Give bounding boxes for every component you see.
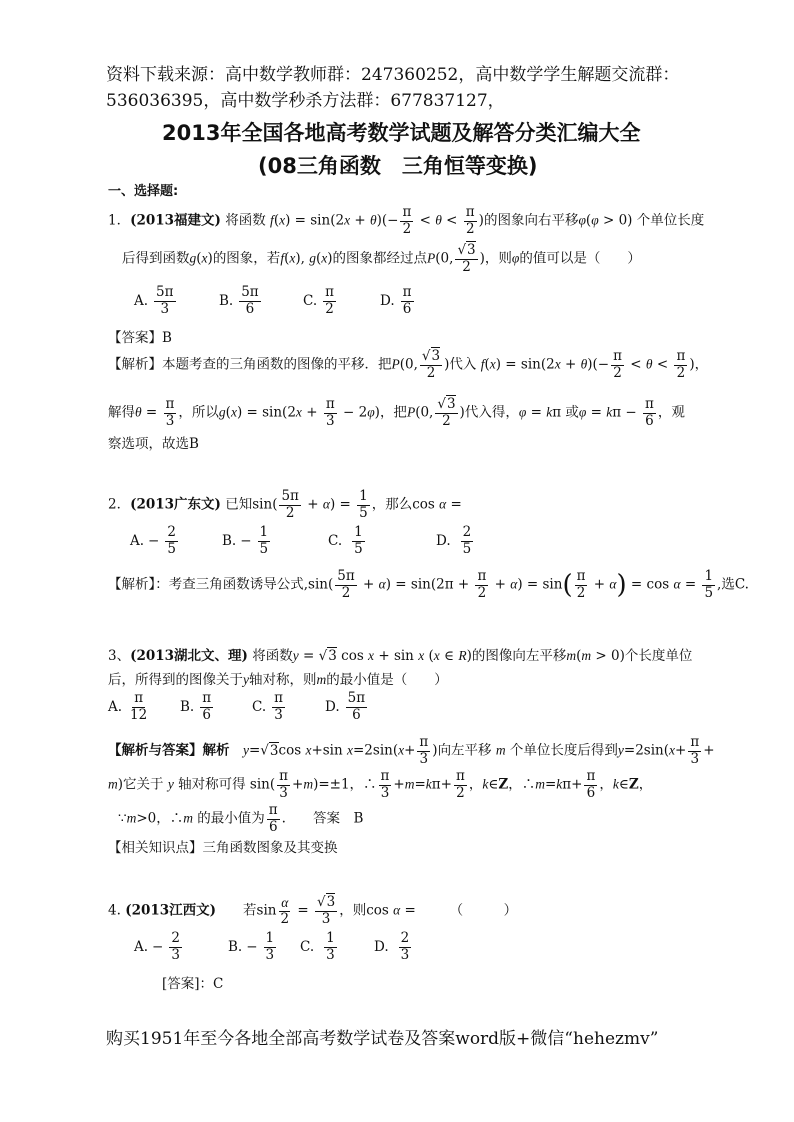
q2-option-c[interactable] <box>328 526 367 556</box>
q3-stem: 3、(2013湖北文、理) 将函数y = √3 cos x + sin x (x ∈ R)的图像向左平移m(m > 0)个长度单位 <box>108 648 693 664</box>
q1-number: 1． <box>108 212 131 229</box>
option-numerator: 2 <box>167 524 176 540</box>
q3-line2-b: 轴对称，则 <box>249 672 317 688</box>
document-title: 2013年全国各地高考数学试题及解答分类汇编大全 <box>162 121 641 145</box>
option-denominator: 3 <box>326 946 335 963</box>
q1-line2-d: ，则 <box>484 250 512 267</box>
option-denominator: 3 <box>274 706 283 723</box>
option-sign: − <box>152 939 164 955</box>
q1-stem: 1．(2013福建文) 将函数 f(x) = sin(2x + θ)(− $\frac{\pi}{2}$ < θ < $\frac{\pi}{2}$ )的图象向右平移φ(φ > 0) 个单位长度 <box>108 204 705 237</box>
option-label: A. <box>130 533 145 549</box>
option-numerator: π <box>134 690 144 706</box>
option-denominator: 3 <box>171 946 180 963</box>
option-denominator: 5 <box>259 540 269 557</box>
option-sign: − <box>240 533 252 549</box>
option-label: B. <box>180 699 195 715</box>
footer-note: 购买1951年至今各地全部高考数学试卷及答案word版+微信“hehezmv” <box>106 1029 659 1049</box>
option-denominator: 12 <box>130 706 148 723</box>
option-denominator: 5 <box>354 540 363 557</box>
q3-source: (2013湖北文、理) <box>130 648 248 664</box>
q1-frac: $\frac{\pi}{2}$ <box>402 204 412 237</box>
q1-line2-c: 的图象都经过点 <box>332 250 428 267</box>
q3-analysis-line-3: ∵m>0，∴m 的最小值为 $\frac{\pi}{6}$ . 答案 B <box>118 802 364 835</box>
q1-analysis-line-1: 【解析】本题考查的三角函数的图像的平移．把P(0, $\frac{√3}{2}$ )代入 f(x) = sin(2x + θ)(− $\frac{\pi}{2}$ < θ < $\frac{\pi}{2}$ )， <box>108 348 709 381</box>
option-numerator: 1 <box>259 524 269 540</box>
q3-stem-c: 个长度单位 <box>624 648 693 664</box>
q3-related: 【相关知识点】三角函数图象及其变换 <box>108 840 338 856</box>
q1-stem-text-b: 的图象向右平移 <box>483 212 579 229</box>
q4-source: (2013江西文) <box>125 902 217 919</box>
option-numerator: π <box>325 284 335 300</box>
q2-analysis-b: ,选C. <box>717 576 749 593</box>
q3-analysis3-a: 的最小值为 <box>197 810 265 827</box>
q1-line2-b: 的图象，若 <box>212 250 281 267</box>
q3-option-a[interactable] <box>108 692 151 722</box>
option-label: D. <box>374 939 389 955</box>
section-heading: 一、选择题: <box>108 184 179 199</box>
q3-number: 3、 <box>108 648 131 664</box>
option-label: D. <box>436 533 451 549</box>
q4-option-c[interactable] <box>300 932 339 962</box>
q1-analysis-a: 【解析】本题考查的三角函数的图像的平移．把 <box>108 356 392 373</box>
option-label: A. <box>108 699 123 715</box>
q1-frac: $\frac{√3}{2}$ <box>457 242 476 275</box>
option-label: C. <box>252 699 267 715</box>
q4-stem-c: （ ） <box>456 902 518 919</box>
q3-stem-a: 将函数 <box>252 648 293 664</box>
q4-answer: [答案]：C <box>162 976 224 992</box>
q2-source: (2013广东文) <box>130 496 221 513</box>
q2-stem-b: ，那么 <box>371 496 413 513</box>
q1-stem-text-a: 将函数 <box>225 212 266 229</box>
q3-analysis-label: 【解析与答案】解析 <box>108 742 230 759</box>
option-label: D. <box>380 293 395 309</box>
q2-option-d[interactable] <box>436 526 475 556</box>
q3-line2-c: 的最小值是（ ） <box>326 672 448 688</box>
q2-stem: 2．(2013广东文) 已知sin( $\frac{5\pi}{2}$ + α) = $\frac{1}{5}$ ，那么cos α = <box>108 488 462 521</box>
option-label: C. <box>328 533 343 549</box>
q3-option-d[interactable] <box>325 692 369 722</box>
q2-option-b[interactable] <box>222 526 272 556</box>
option-numerator: 5π <box>241 284 259 300</box>
q1-analysis2-e: 或 <box>565 404 579 421</box>
q4-option-a[interactable] <box>134 932 184 962</box>
option-denominator: 2 <box>325 300 334 317</box>
option-numerator: 1 <box>354 524 363 540</box>
q3-option-c[interactable] <box>252 692 287 722</box>
option-label: D. <box>325 699 340 715</box>
option-sign: − <box>246 939 258 955</box>
option-denominator: 6 <box>352 706 361 723</box>
q1-stem-text-c: 个单位长度 <box>636 212 705 229</box>
q2-option-a[interactable] <box>130 526 180 556</box>
option-label: B. <box>228 939 243 955</box>
option-numerator: π <box>202 690 212 706</box>
q1-line2-a: 后得到函数 <box>122 250 190 267</box>
q1-source: (2013福建文) <box>130 212 221 229</box>
q3-line-2: 后，所得到的图像关于y轴对称，则m的最小值是（ ） <box>108 672 448 688</box>
q1-frac: $\frac{\pi}{2}$ <box>465 204 475 237</box>
option-label: A. <box>134 293 149 309</box>
q4-stem-b: ，则 <box>339 902 367 919</box>
option-denominator: 3 <box>160 300 170 317</box>
option-numerator: 1 <box>326 930 335 946</box>
q2-stem-a: 已知 <box>225 496 253 513</box>
option-denominator: 3 <box>265 946 275 963</box>
option-numerator: π <box>274 690 284 706</box>
q1-analysis2-a: 解得 <box>108 404 135 421</box>
q3-analysis-b: 个单位长度后得到 <box>509 742 618 759</box>
q3-answer: 答案 B <box>312 810 364 827</box>
q1-line2-e: 的值可以是（ ） <box>519 250 641 267</box>
q1-analysis-line-3: 察选项，故选B <box>108 436 199 452</box>
option-denominator: 6 <box>245 300 255 317</box>
q2-analysis: 【解析】：考查三角函数诱导公式,sin( $\frac{5\pi}{2}$ + α) = sin(2π + $\frac{\pi}{2}$ + α) = sin( $\frac{\pi}{2}$ + α) = cos α = $\frac{1}{5}$ ,选C. <box>108 568 749 601</box>
header-line-1: 资料下载来源：高中数学教师群：247360252，高中数学学生解题交流群： <box>106 65 680 85</box>
option-numerator: π <box>402 284 412 300</box>
q2-analysis-a: 【解析】：考查三角函数诱导公式, <box>108 576 309 593</box>
option-numerator: 2 <box>400 930 410 946</box>
q3-option-b[interactable] <box>180 692 215 722</box>
option-label: B. <box>222 533 237 549</box>
option-denominator: 6 <box>402 300 412 317</box>
q3-analysis-line-2: m)它关于 y 轴对称可得 sin( $\frac{\pi}{3}$ +m)=±1，∴ $\frac{\pi}{3}$ +m=kπ+ $\frac{\pi}{2}$ ，k∈Z，∴m=kπ+ $\frac{\pi}{6}$ ，k∈Z， <box>108 768 653 801</box>
q1-analysis-c: ， <box>694 356 709 373</box>
option-numerator: 1 <box>265 930 275 946</box>
q1-option-c[interactable] <box>303 286 338 316</box>
q1-answer: 【答案】B <box>108 330 172 346</box>
option-numerator: 5π <box>347 690 366 706</box>
q1-analysis-line-2: 解得θ = $\frac{\pi}{3}$ ，所以g(x) = sin(2x + $\frac{\pi}{3}$ − 2φ)，把P(0, $\frac{√3}{2}$ )代入得，φ = kπ 或φ = kπ − $\frac{\pi}{6}$ ，观 <box>108 396 685 429</box>
option-denominator: 3 <box>400 946 410 963</box>
q4-option-b[interactable] <box>228 932 278 962</box>
option-label: A. <box>134 939 149 955</box>
q3-stem-b: 的图像向左平移 <box>471 648 567 664</box>
option-numerator: 2 <box>171 930 180 946</box>
q3-analysis2-a: 它关于 <box>123 776 164 793</box>
q1-analysis2-f: ，观 <box>657 404 685 421</box>
option-label: B. <box>219 293 234 309</box>
q1-line-2: 后得到函数g(x)的图象，若f(x), g(x)的图象都经过点P(0, $\frac{√3}{2}$ )，则φ的值可以是（ ） <box>122 242 641 275</box>
q1-option-a[interactable] <box>134 286 178 316</box>
q1-formula-f: f <box>270 212 274 228</box>
option-label: C. <box>303 293 318 309</box>
q3-analysis2-b: 轴对称可得 <box>178 776 246 793</box>
q1-analysis-b: 代入 <box>449 356 477 373</box>
q3-analysis-a: 向左平移 <box>437 742 492 759</box>
q1-analysis2-d: 代入得， <box>464 404 519 421</box>
option-denominator: 5 <box>167 540 176 557</box>
document-subtitle: (08三角函数 三角恒等变换) <box>258 154 538 178</box>
header-line-2: 536036395，高中数学秒杀方法群：677837127， <box>106 91 505 111</box>
option-denominator: 5 <box>462 540 472 557</box>
q3-analysis-line-1: 【解析与答案】解析 y=√3cos x+sin x=2sin(x+ $\frac{\pi}{3}$ )向左平移 m 个单位长度后得到y=2sin(x+ $\frac{\pi}{3}$ + <box>108 734 715 767</box>
q4-stem: 4. (2013江西文) 若sin $\frac{\alpha}{2}$ = $\frac{√3}{3}$ ，则cos α = （ ） <box>108 894 518 927</box>
option-numerator: 2 <box>462 524 472 540</box>
q4-stem-a: 若 <box>243 902 257 919</box>
q4-option-d[interactable] <box>374 932 413 962</box>
q1-option-d[interactable] <box>380 286 416 316</box>
q1-option-b[interactable] <box>219 286 263 316</box>
option-numerator: 5π <box>156 284 174 300</box>
q1-analysis2-b: ，所以 <box>178 404 219 421</box>
option-label: C. <box>300 939 315 955</box>
option-denominator: 6 <box>202 706 211 723</box>
option-sign: − <box>148 533 160 549</box>
q1-analysis2-c: ，把 <box>379 404 407 421</box>
q4-number: 4. <box>108 902 121 919</box>
q3-line2-a: 后，所得到的图像关于 <box>108 672 243 688</box>
q2-number: 2． <box>108 496 131 513</box>
